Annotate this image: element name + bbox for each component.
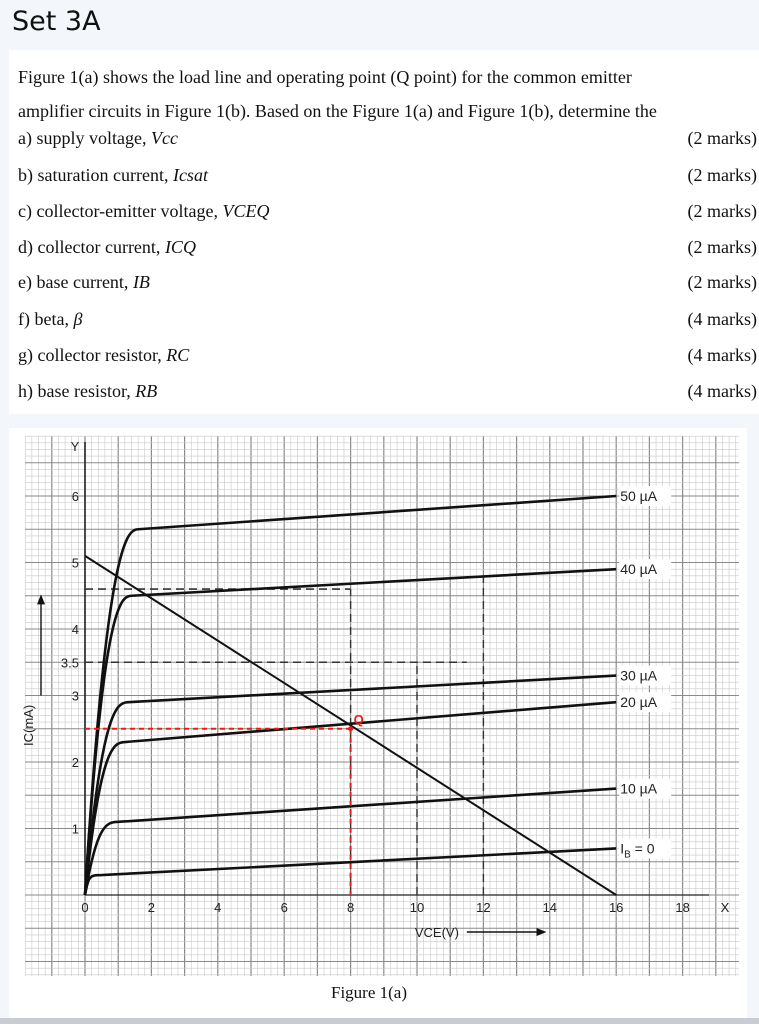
item-marks: (4 marks) xyxy=(687,309,757,329)
x-tick-label: 16 xyxy=(608,900,624,915)
intro-line: amplifier circuits in Figure 1(b). Based on the Figure 1(a) and Figure 1(b), determine the xyxy=(18,101,657,121)
item-label: f) beta, β xyxy=(18,309,83,329)
item-symbol: VCEQ xyxy=(222,201,270,221)
item-marks: (4 marks) xyxy=(687,381,757,401)
intro-line: Figure 1(a) shows the load line and operating point (Q point) for the common emitter xyxy=(18,67,632,87)
q-point-label: Q xyxy=(353,711,364,727)
x-axis-label: VCE(V) xyxy=(414,925,459,940)
question-item-h xyxy=(18,381,757,411)
y-tick-label: 3.5 xyxy=(60,655,79,671)
page-title: Set 3A xyxy=(12,6,101,37)
x-axis-letter: X xyxy=(720,900,730,915)
question-item-c xyxy=(18,201,757,231)
curve-label: 40 µA xyxy=(620,561,658,578)
x-tick-label: 6 xyxy=(280,900,288,915)
item-label: c) collector-emitter voltage, VCEQ xyxy=(18,201,270,221)
curve-label: 50 µA xyxy=(620,488,658,504)
y-tick-label: 1 xyxy=(71,821,79,837)
item-symbol: Icsat xyxy=(172,165,208,185)
item-marks: (2 marks) xyxy=(687,165,757,185)
curve-label: 20 µA xyxy=(620,694,658,711)
question-item-g xyxy=(18,345,757,375)
figure-card xyxy=(9,428,747,1024)
curve-label: 30 µA xyxy=(620,667,658,684)
question-card xyxy=(9,50,759,414)
y-tick-label: 3 xyxy=(71,688,79,704)
q-point-marker xyxy=(348,726,353,731)
item-label: d) collector current, ICQ xyxy=(18,237,196,257)
item-symbol: β xyxy=(73,309,83,329)
x-tick-label: 4 xyxy=(214,900,222,915)
item-label: h) base resistor, RB xyxy=(18,381,158,401)
x-tick-label: 14 xyxy=(542,900,558,915)
x-tick-label: 0 xyxy=(81,900,89,915)
item-marks: (2 marks) xyxy=(687,201,757,221)
item-marks: (2 marks) xyxy=(687,237,757,257)
y-tick-label: 4 xyxy=(71,622,79,637)
y-axis-letter: Y xyxy=(70,439,80,454)
figure-caption: Figure 1(a) xyxy=(331,983,408,1002)
x-tick-label: 8 xyxy=(346,900,355,915)
curve-label: $I_B = 0$ xyxy=(620,840,655,861)
question-item-e xyxy=(18,272,757,302)
y-tick-label: 5 xyxy=(71,555,79,571)
y-axis-label: IC(mA) xyxy=(21,704,36,747)
item-symbol: RC xyxy=(166,345,190,365)
question-item-d xyxy=(18,237,757,267)
item-label: e) base current, IB xyxy=(18,272,150,292)
x-tick-label: 10 xyxy=(409,900,425,915)
transistor-characteristics-chart xyxy=(9,428,747,980)
y-tick-label: 2 xyxy=(71,755,79,770)
item-symbol: IB xyxy=(132,272,150,292)
question-intro xyxy=(18,60,758,128)
curve-label: 10 µA xyxy=(620,780,658,797)
question-item-b xyxy=(18,165,757,195)
item-symbol: ICQ xyxy=(164,237,196,257)
x-tick-label: 2 xyxy=(147,900,156,915)
x-tick-label: 18 xyxy=(675,900,690,915)
item-marks: (2 marks) xyxy=(687,272,757,292)
item-symbol: RB xyxy=(135,381,158,401)
item-marks: (2 marks) xyxy=(687,128,757,148)
bottom-scroll-edge xyxy=(0,1018,759,1024)
item-label: a) supply voltage, Vcc xyxy=(18,128,178,148)
question-item-f xyxy=(18,309,757,339)
x-tick-label: 12 xyxy=(476,900,491,915)
item-marks: (4 marks) xyxy=(687,345,757,365)
item-label: g) collector resistor, RC xyxy=(18,345,190,365)
y-tick-label: 6 xyxy=(71,489,79,504)
item-symbol: Vcc xyxy=(150,128,178,148)
question-item-a xyxy=(18,128,757,158)
item-label: b) saturation current, Icsat xyxy=(18,165,208,185)
